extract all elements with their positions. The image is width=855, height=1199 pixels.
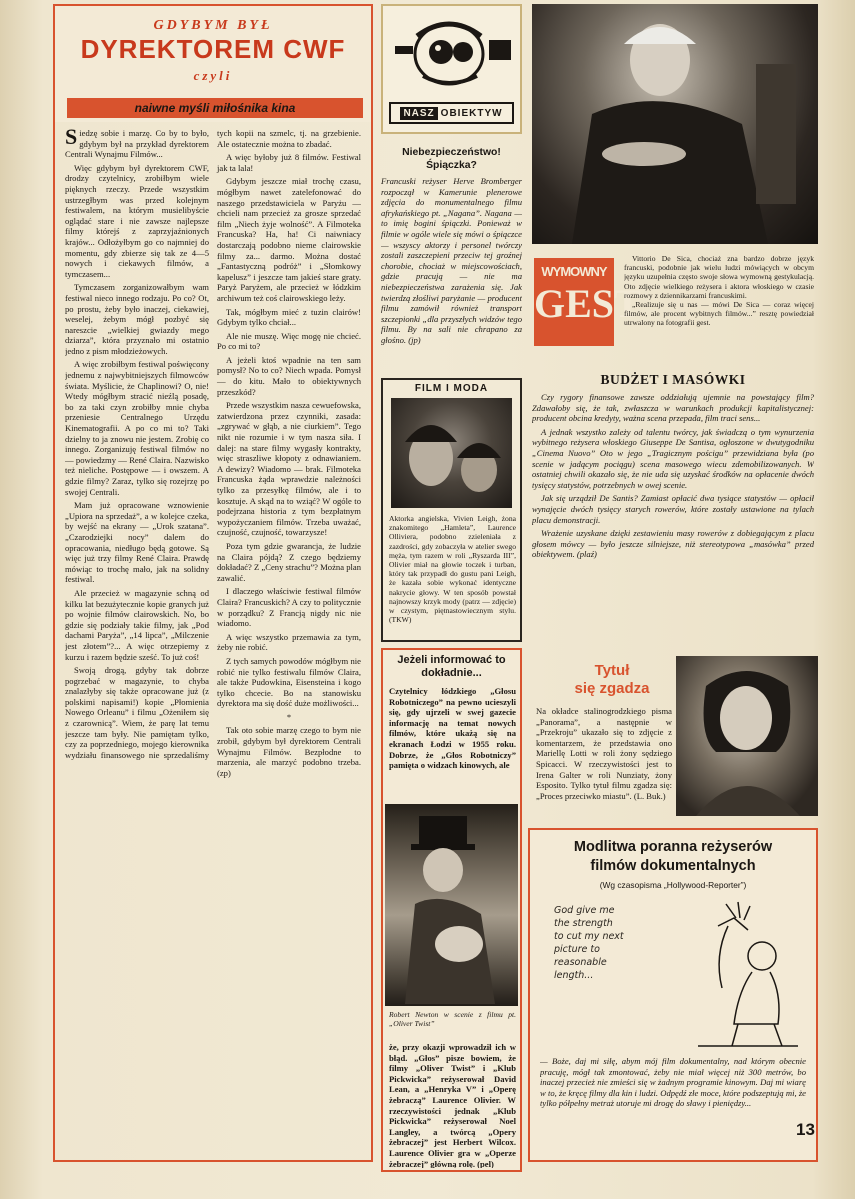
paragraph: Tak oto sobie marzę czego to bym nie zrobił, gdybym był dyrektorem Centrali Wynajmu Filmów. Bezpłodne to marzenia, ale marzyć podobno trzeba. (zp) xyxy=(217,725,361,778)
photo-placeholder xyxy=(676,656,818,816)
article-title-spiaczka: Niebezpieczeństwo! Śpiączka? xyxy=(402,147,501,171)
badge-word: WYMOWNY xyxy=(541,264,607,279)
photo-caption: Robert Newton w scenie z filmu pt. „Oliver Twist” xyxy=(389,1010,516,1029)
article-body-spiaczka: Francuski reżyser Herve Bromberger rozpoczął w Kamerunie plenerowe zdjęcia do monumentalnego filmu afrykańskiego pt. „Nagana”. Nagana — to imię bogini śpiączki. Ponieważ w filmie w ogóle wiele się mówi o śpiączce — wszyscy aktorzy i personel twórczy zostali zaszczepieni przeciw tej groźnej chorobie, chociaż w miejscowościach, gdzie pracują — nie ma niebezpieczeństwa zarażenia się. Jak twierdzą złośliwi paryżanie — producent filmu zamówił również transport szczepionki „dla przyszłych widzów tego filmu. By na sali nie chrapano za głośno. (jp) xyxy=(381,176,522,345)
paragraph xyxy=(65,128,209,160)
box-title xyxy=(530,838,816,876)
paragraph: Gdybym jeszcze miał trochę czasu, mógłbym nawet zatelefonować do naszego przedstawiciela w Paryżu — chcieli nam przecież za grosze sprzedać film „Niech żyje wolność”. A Filmoteka Francuska? Ha, ha! Ci naiwniacy dostarczają podobno nieme clairowskie filmy za... darmo. Można dostać „Fantastyczną podróż” i „Słomkowy kapelusz” i jeszcze tam jakieś stare graty. Paryż Paryżem, ale przecież w łódzkim archiwum też coś clairowskiego leży. xyxy=(217,176,361,303)
paragraph: Ale przecież w magazynie schną od kilku lat bezużytecznie kopie granych już po wojnie filmów clairowskich. No, bo gdzie się podziały takie filmy, jak „Pod dachami Paryża”, „14 lipca”, „Milczenie jest złotem”?... A więc otrzepiemy z kurzu i razem będzie sześć. To już coś! xyxy=(65,587,209,662)
handwriting-line: to cut my next xyxy=(554,931,624,942)
article-title-tytul xyxy=(552,662,672,698)
headline-line3: czyli xyxy=(193,68,233,83)
paragraph: A więc byłoby już 8 filmów. Festiwal jak ta lala! xyxy=(217,152,361,173)
badge-big-word: GEST xyxy=(534,281,641,326)
page-number: 13 xyxy=(796,1120,815,1139)
photo-caption: Aktorka angielska, Vivien Leigh, żona znakomitego „Hamleta”, Laurence Olliviera, podobno zzieleniała z zazdrości, gdy zobaczyła w atelier swego męża, tym razem w roli „Ryszarda III”, Olivier miał na głowie toczek i turban, który tak przypadł do gustu pani Leigh, że kazała sobie wykonać identyczne nakrycie głowy. W ten sposób powstał najnowszy krzyk mody (patrz — zdjęcie) w czystym, piętnastowiecznym stylu. (TKW) xyxy=(389,514,516,625)
box-body-continued: że, przy okazji wprowadził ich w błąd. „Głos” pisze bowiem, że filmy „Oliver Twist” i „Klub Pickwicka” reżyserował David Lean, a „Henryka V” i „Operę żebraczą” Laurence Olivier. W rzeczywistości jednak „Klub Pickwicka” reżyserował Noel Langley, a twórcą „Opery żebraczej” jest Herbert Wilcox. Laurence Olivier gra w „Operze żebraczej” główną rolę. (pel) xyxy=(389,1042,516,1168)
handwritten-prayer xyxy=(554,904,684,982)
photo-robert-newton xyxy=(385,804,518,1006)
label-part-b: OBIEKTYW xyxy=(440,107,503,119)
jezeli-informowac-box xyxy=(381,648,522,1172)
handwriting-line: God give me xyxy=(554,905,615,916)
paragraph-text: iedzę sobie i marzę. Co by to było, gdybym był na przykład dyrektorem Centrali Wynajmu Filmów... xyxy=(65,128,209,160)
photo-vivien-leigh xyxy=(391,398,512,508)
title-line: filmów dokumentalnych xyxy=(590,858,756,874)
photo-irena-galter xyxy=(676,656,818,816)
paragraph: Jak się urządził De Santis? Zamiast opłacić dwa tysiące statystów — opłacił wynajęcie dwóch tysięcy starych rowerów, które zostały ustawione na tylach placu demonstracji. xyxy=(532,493,814,525)
paragraph: Tymczasem zorganizowałbym wam festiwal nieco innego rodzaju. Po co? Ot, po prostu, żeby było inaczej, ciekawiej, weselej, żebym mógł pozbyć się nareszcie „wielkiej gwiazdy mego dziarza”, która przyznało mi ostatnio jedno z pism młodzieżowych. xyxy=(65,282,209,356)
title-line: się zgadza xyxy=(574,680,650,697)
article-body-tytul: Na okładce stalinogrodzkiego pisma „Panorama”, a następnie w „Przekroju” ukazało się to zdjęcie z komentarzem, że przedstawia ono Mariellę Lotti w roli żony sędziego Spicacci. W rzeczywistości jest to Irena Galter w roli Nunziaty, żony Esposito. Tylko tytuł filmu zgadza się: „Proces przeciwko miastu”. (L. Buk.) xyxy=(536,706,672,801)
film-i-moda-box xyxy=(381,378,522,642)
article-body xyxy=(65,128,361,1158)
paragraph: Mam już opracowane wznowienie „Upiora na sprzedaż”, a w kolejce czeka, by wejść na ekrany — „Urok szatana”. „Czarodziejki nocy” dalem do opracowania, niedługo będą gotowe. Są więc już trzy filmy René Claira. Prawdę mówiąc to trochę mało, jak na solidny festiwal. xyxy=(65,500,209,585)
paragraph: Poza tym gdzie gwarancja, że ludzie na Claira pójdą? Z czego będziemy dokładać? Z „Ceny strachu”? Można plan zawalić. xyxy=(217,540,361,583)
caption-paragraph: Vittorio De Sica, chociaż zna bardzo dobrze język francuski, podobnie jak wielu ludzi mówiących w obcym języku uzupełnia często swoje słowa wymowną gestykulacją. Oto zdjęcie wielkiego reżysera i aktora włoskiego w czasie rozmowy z dziennikarzami francuskimi. xyxy=(624,254,814,300)
modlitwa-box xyxy=(528,828,818,1162)
paragraph: Swoją drogą, gdyby tak dobrze pogrzebać w magazynie, to chyba znalazłyby się także opracowane już (z polskimi napisami!) kopie „Płomienia Nowego Orleanu” i filmu „Ożeniłem się z czarownicą”. Wiem, że parę lat temu jeszcze tam były. Nie pamiętam tylko, czy za poprzedniego, mojego kierownika wydziału finansowego nie sprzedaliśmy tych kopii na szmelc, tj. na grzebienie. Ale ostatecznie można to zbadać. xyxy=(65,128,361,760)
paragraph: Przede wszystkim nasza cewuefowska, zatwierdzona przez czynniki, zasada: „zgrywać w głąb, a nie ciurkiem”. Tego nikt nie rozumie i w tym nasza siła. I dalej: na stare filmy wygasły kontrakty, więc straszliwe kłopoty z odnawianiem. A dewizy? Wiadomo — brak. Filmoteka Francuska żąda wprawdzie należności tylko za przesyłkę filmów, ale i to kosztuje. A skąd na to wziąć? W ogóle to podejrzana historia z tym bezpłatnym wypożyczaniem filmów. Trzeba uważać, czujność, czujność, towarzysze! xyxy=(217,400,361,538)
paragraph: Więc gdybym był dyrektorem CWF, drodzy czytelnicy, zrobiłbym wiele pięknych rzeczy. Przede wszystkim ustrzegłbym was przed kolejnym festiwalem, na którym musielibyście oglądać stare i nie zawsze najlepsze filmy którejś z zaprzyjaźnionych krajów... Odłożyłbym go co najmniej do momentu, gdy zbierze się tak ze 4—5 nowych i ciekawych filmów, a tymczasem... xyxy=(65,162,209,279)
paragraph: Tak, mógłbym mieć z tuzin clairów! Gdybym tylko chciał... xyxy=(217,306,361,328)
nasz-obiektyw-logo xyxy=(381,4,522,134)
label-part-a: NASZ xyxy=(400,107,437,120)
title-line: Modlitwa poranna reżyserów xyxy=(573,839,773,855)
headline-line2: DYREKTOREM CWF xyxy=(80,34,346,64)
section-separator: * xyxy=(286,711,292,722)
paragraph: A jednak wszystko zależy od talentu twórcy, jak świadczą o tym wynurzenia wybitnego reżysera włoskiego Giuseppe De Santisa, ogłoszone w dwutygodniku „Cinema Nuovo” Oto w jego „Tragicznym pościgu” przewidziana była (po scenie w jadącym pociągu) scena masowego wiecu zdemobilizowanych. W ostatniej chwili okazało się, że nie uda się uzyskać środków na opłacenie dwóch tysięcy statystów, potrzebnych w owej scenie. xyxy=(532,426,814,490)
praying-man-icon xyxy=(678,896,808,1050)
nasz-obiektyw-label xyxy=(389,102,514,124)
handwriting-line: reasonable xyxy=(554,957,607,968)
box-body: Czytelnicy łódzkiego „Głosu Robotniczego” na pewno ucieszyli się, gdy ujrzeli w swej gazecie informację na temat nowych filmów, które ukażą się na ekranach Łodzi w 1955 roku. Dobrze, że „Głos Robotniczy” pamięta o widzach kinowych, ale xyxy=(389,686,516,771)
paragraph: Z tych samych powodów mógłbym nie robić nie tylko festiwalu filmów Claira, ale także Pudowkina, Eisensteina i kogo tylko chcecie. Bo na stanowisku dyrektora ma się dość duże możliwości... xyxy=(217,655,361,709)
photo-placeholder xyxy=(391,398,512,508)
title-line: Tytuł xyxy=(594,662,630,679)
box-title: Jeżeli informować to dokładnie... xyxy=(397,654,506,679)
paragraph: A więc wszystko przemawia za tym, żeby nie robić. xyxy=(217,631,361,653)
paragraph: A jeżeli ktoś wpadnie na ten sam pomysł? No to co? Niech wpada. Pomysł — do kitu. Mało to obiektywnych przeszkód? xyxy=(217,354,361,397)
box-source: (Wg czasopisma „Hollywood-Reporter”) xyxy=(599,880,747,890)
paragraph: Ale nie muszę. Więc mogę nie chcieć. Po co mi to? xyxy=(217,330,361,352)
box-body: — Boże, daj mi siłę, abym mój film dokumentalny, nad którym obecnie pracuję, mógł tak zmontować, żeby nie miał więcej niż 300 metrów, bo inaczej przecież nie zmieści się w żadnym programie kinowym. Daj mi wiarę w to, że kręcę filmy dla kin i ludzi. Odpędź złe moce, które podszeptują mi, że tylko półpełny metraż utoruje mi drogę do sławy i pieniędzy... xyxy=(540,1056,806,1109)
handwriting-line: length... xyxy=(554,970,594,981)
wymowny-gest-badge xyxy=(534,258,641,346)
photo-placeholder xyxy=(532,4,818,244)
caption-quote: „Realizuje się u nas — mówi De Sica — coraz więcej filmów, ale procent wybitnych filmów...” resztę powiedział utrwalony na fotografii gest. xyxy=(624,300,814,328)
box-title: FILM I MODA xyxy=(414,383,489,394)
article-title-budzet: BUDŻET I MASÓWKI xyxy=(600,372,746,387)
handwriting-line: picture to xyxy=(554,944,600,955)
paragraph: I dlaczego właściwie festiwal filmów Claira? Francuskich? A czy to politycznie w porządku? Z Francją nigdy nic nie wiadomo. xyxy=(217,586,361,629)
wymowny-gest-text xyxy=(624,254,814,384)
paragraph: Wrażenie uzyskane dzięki zestawieniu masy rowerów z dobiegającym z placu głosem mówcy — było jeszcze silniejsze, niż stereotypowa „masówka” przed obiektywem. (plaź) xyxy=(532,528,814,560)
drop-cap: S xyxy=(65,128,78,149)
article-dyrektor-cwf xyxy=(53,4,373,1162)
paragraph: Czy rygory finansowe zawsze oddziałują ujemnie na powstający film? Zdawałoby się, że tak, zwłaszcza w warunkach produkcji kapitalistycznej: producent obcina kredyty, ważna scena przepada, film traci sens... xyxy=(532,392,814,424)
handwriting-line: the strength xyxy=(554,918,613,929)
sketch-praying-man xyxy=(538,896,808,1050)
middle-column xyxy=(381,4,522,1172)
article-body-budzet xyxy=(532,392,814,676)
photo-vittorio-de-sica xyxy=(532,4,818,244)
headline-line1: GDYBYM BYŁ xyxy=(153,18,273,33)
paragraph: A więc zrobiłbym festiwal poświęcony jednemu z najwybitniejszych filmowców świata. Myślicie, że Chaplinowi? O, nie! Wtedy mógłbym stracić nieźlą posadę, bo za taki czyn zrobiłby mnie chyba przeniesie Centralnego Urzędu Kinematografii. A po co mi to? Taki dzielny to ja znowu nie jestem. Zrobię co innego. Zorganizuję festiwal filmów no — powiedzmy — René Claira. Nazwisko też nieliche. Postępowe — i owszem. A gdzie filmy? Zaraz, tylko się rozejrzę po swojej Centrali. xyxy=(65,359,209,497)
headline-subtitle-band: naiwne myśli miłośnika kina xyxy=(67,98,363,118)
photo-placeholder xyxy=(385,804,518,1006)
right-column xyxy=(528,4,818,1172)
